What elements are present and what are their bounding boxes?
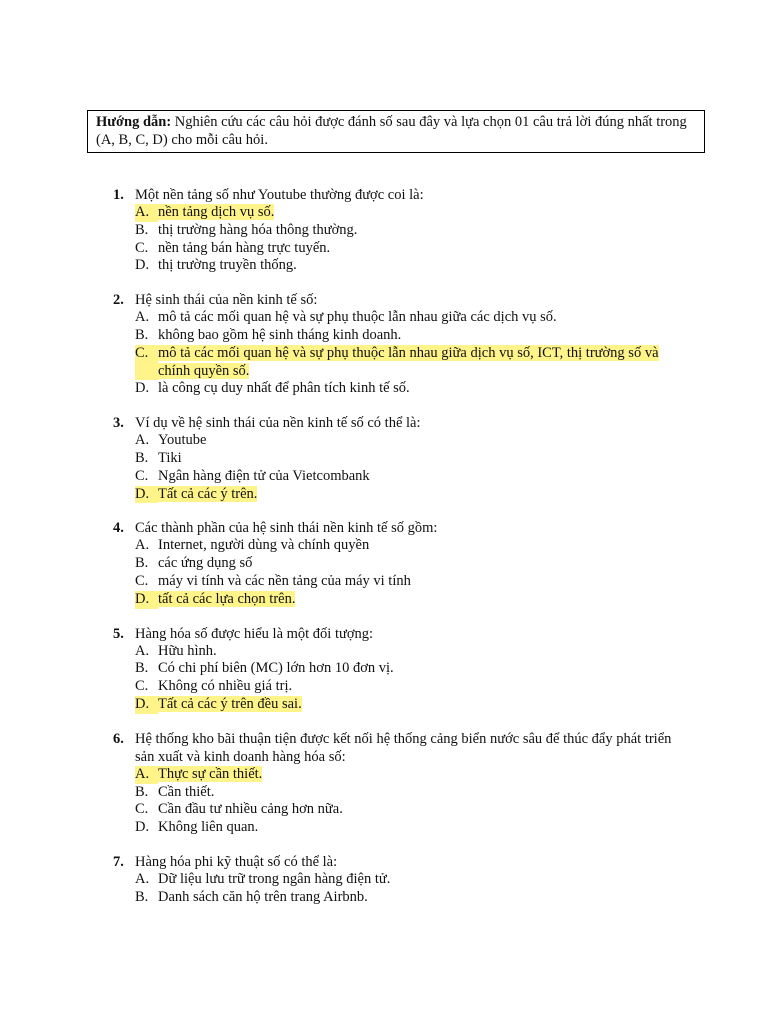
question-6: [113, 730, 693, 837]
option-letter: C.: [135, 345, 158, 381]
option-c: [113, 801, 693, 819]
option-c: [113, 678, 693, 696]
question-text: Hàng hóa số được hiểu là một đối tượng:: [135, 625, 374, 642]
option-letter: B.: [135, 449, 149, 466]
option-a: [113, 309, 693, 327]
option-d: [113, 819, 693, 837]
option-c: [113, 240, 693, 258]
question-number: 7.: [113, 853, 124, 870]
option-letter: C.: [135, 678, 149, 695]
option-letter: D.: [135, 819, 150, 836]
option-letter: C.: [135, 801, 149, 818]
option-c: [113, 468, 693, 486]
option-letter: A.: [135, 309, 150, 326]
option-text: không bao gồm hệ sinh tháng kinh doanh.: [158, 326, 402, 343]
option-text: thị trường hàng hóa thông thường.: [158, 221, 358, 238]
question-5: [113, 625, 693, 714]
question-text: Một nền tảng số như Youtube thường được coi là:: [135, 187, 424, 203]
question-number: 3.: [113, 415, 124, 432]
option-text: các ứng dụng số: [158, 555, 253, 572]
question-number: 2.: [113, 292, 124, 309]
option-text: Cần đầu tư nhiều cảng hơn nữa.: [158, 801, 343, 818]
option-d: [113, 380, 693, 398]
option-b: [113, 784, 693, 802]
option-letter: A.: [135, 432, 150, 449]
option-c: [113, 345, 693, 381]
option-letter: B.: [135, 888, 149, 905]
question-1: [113, 186, 693, 275]
option-letter: B.: [135, 326, 149, 343]
option-letter: A.: [135, 642, 150, 659]
option-letter: B.: [135, 660, 149, 677]
option-a: [113, 643, 693, 661]
question-2: [113, 291, 693, 398]
option-text: Không có nhiều giá trị.: [158, 678, 293, 695]
option-b: [113, 660, 693, 678]
option-text: thị trường truyền thống.: [158, 257, 297, 274]
option-text: Dữ liệu lưu trữ trong ngân hàng điện tử.: [158, 870, 391, 887]
instruction-text: Nghiên cứu các câu hỏi được đánh số sau đây và lựa chọn 01 câu trả lời đúng nhất trong (A, B, C, D) cho mỗi câu hỏi.: [96, 114, 687, 148]
option-text: Ngân hàng điện tử của Vietcombank: [158, 467, 370, 484]
option-d: [113, 257, 693, 275]
option-a: [113, 204, 693, 222]
question-number: 4.: [113, 520, 124, 537]
option-text: Tiki: [158, 449, 182, 466]
option-b: [113, 327, 693, 345]
option-text: Danh sách căn hộ trên trang Airbnb.: [158, 888, 368, 905]
option-text: Tất cả các ý trên.: [158, 485, 258, 502]
option-text: tất cả các lựa chọn trên.: [158, 590, 296, 607]
option-b: [113, 450, 693, 468]
question-list: [113, 186, 693, 923]
option-text: nền tảng dịch vụ số.: [158, 204, 275, 220]
option-letter: D.: [135, 696, 158, 714]
option-letter: C.: [135, 572, 149, 589]
option-letter: C.: [135, 467, 149, 484]
option-letter: A.: [135, 766, 158, 784]
question-3: [113, 414, 693, 503]
option-text: Internet, người dùng và chính quyền: [158, 537, 370, 554]
option-a: [113, 871, 693, 889]
option-letter: A.: [135, 204, 158, 222]
question-number: 1.: [113, 187, 124, 203]
option-text: Tất cả các ý trên đều sai.: [158, 695, 302, 712]
option-d: [113, 591, 693, 609]
question-text: Ví dụ về hệ sinh thái của nền kinh tế số có thể là:: [135, 415, 421, 432]
option-text: Cần thiết.: [158, 783, 215, 800]
option-text: Thực sự cần thiết.: [158, 765, 263, 782]
question-text: Hệ thống kho bãi thuận tiện được kết nối hệ thống cảng biển nước sâu để thúc đẩy phát triển sản xuất và kinh doanh hàng hóa số:: [135, 730, 672, 765]
option-d: [113, 486, 693, 504]
option-letter: B.: [135, 783, 149, 800]
question-text: Hệ sinh thái của nền kinh tế số:: [135, 292, 318, 309]
question-number: 6.: [113, 730, 124, 747]
option-text: nền tảng bán hàng trực tuyến.: [158, 239, 331, 256]
option-c: [113, 573, 693, 591]
option-b: [113, 889, 693, 907]
option-letter: C.: [135, 239, 149, 256]
option-d: [113, 696, 693, 714]
option-letter: D.: [135, 591, 158, 609]
option-letter: D.: [135, 257, 150, 274]
question-number: 5.: [113, 625, 124, 642]
option-text: mô tả các mối quan hệ và sự phụ thuộc lẫn nhau giữa các dịch vụ số.: [158, 309, 557, 326]
option-b: [113, 222, 693, 240]
option-a: [113, 766, 693, 784]
instruction-box: [87, 110, 705, 153]
option-text: mô tả các mối quan hệ và sự phụ thuộc lẫn nhau giữa dịch vụ số, ICT, thị trường số và chính quyền số.: [158, 344, 659, 379]
option-text: Có chi phí biên (MC) lớn hơn 10 đơn vị.: [158, 660, 394, 677]
option-text: là công cụ duy nhất để phân tích kinh tế số.: [158, 380, 410, 397]
option-letter: D.: [135, 486, 158, 504]
option-letter: D.: [135, 380, 150, 397]
option-letter: A.: [135, 537, 150, 554]
option-letter: A.: [135, 870, 150, 887]
option-text: máy vi tính và các nền tảng của máy vi tính: [158, 572, 411, 589]
option-letter: B.: [135, 555, 149, 572]
question-text: Các thành phần của hệ sinh thái nền kinh tế số gồm:: [135, 520, 438, 537]
question-4: [113, 519, 693, 608]
option-letter: B.: [135, 221, 149, 238]
question-text: Hàng hóa phi kỹ thuật số có thể là:: [135, 853, 338, 870]
instruction-label: Hướng dẫn:: [96, 114, 172, 130]
option-text: Youtube: [158, 432, 207, 449]
option-a: [113, 537, 693, 555]
question-7: [113, 853, 693, 907]
option-text: Không liên quan.: [158, 819, 259, 836]
option-b: [113, 555, 693, 573]
option-a: [113, 432, 693, 450]
option-text: Hữu hình.: [158, 642, 217, 659]
